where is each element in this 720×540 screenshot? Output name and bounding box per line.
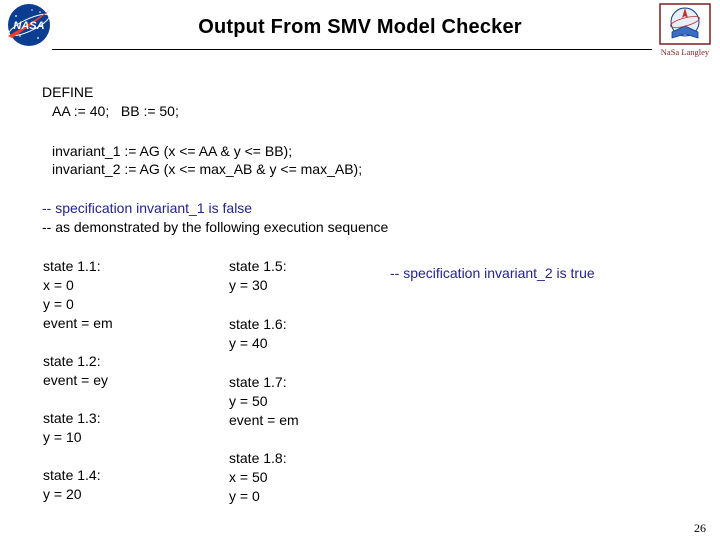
spec-true-comment: -- specification invariant_2 is true	[390, 265, 595, 281]
trace-value: event = em	[229, 412, 299, 428]
trace-value: y = 0	[43, 296, 74, 312]
execution-sequence-comment: -- as demonstrated by the following execution sequence	[42, 219, 389, 235]
define-values: AA := 40; BB := 50;	[52, 103, 179, 119]
trace-value: x = 50	[229, 469, 268, 485]
trace-value: event = ey	[43, 372, 108, 388]
svg-text:NASA: NASA	[13, 20, 45, 32]
trace-state-1-4: state 1.4:	[43, 467, 101, 483]
trace-state-1-2: state 1.2:	[43, 353, 101, 369]
trace-value: y = 20	[43, 486, 82, 502]
trace-state-1-7: state 1.7:	[229, 374, 287, 390]
trace-state-1-5: state 1.5:	[229, 258, 287, 274]
invariant-2-definition: invariant_2 := AG (x <= max_AB & y <= max_AB);	[52, 161, 363, 177]
trace-state-1-3: state 1.3:	[43, 410, 101, 426]
svg-text:NaSa Langley: NaSa Langley	[660, 47, 710, 57]
trace-state-1-1: state 1.1:	[43, 258, 101, 274]
trace-value: y = 50	[229, 393, 268, 409]
page-title: Output From SMV Model Checker	[198, 16, 522, 38]
nasa-langley-logo	[654, 2, 716, 58]
invariant-1-definition: invariant_1 := AG (x <= AA & y <= BB);	[52, 143, 293, 159]
trace-state-1-6: state 1.6:	[229, 316, 287, 332]
page-number: 26	[694, 521, 706, 535]
trace-value: event = em	[43, 315, 113, 331]
trace-value: y = 10	[43, 429, 82, 445]
trace-value: y = 30	[229, 277, 268, 293]
trace-value: x = 0	[43, 277, 74, 293]
spec-false-comment: -- specification invariant_1 is false	[42, 200, 253, 216]
trace-value: y = 40	[229, 335, 268, 351]
trace-state-1-8: state 1.8:	[229, 450, 287, 466]
trace-value: y = 0	[229, 488, 260, 504]
title-divider	[52, 49, 652, 50]
define-keyword: DEFINE	[42, 84, 94, 100]
